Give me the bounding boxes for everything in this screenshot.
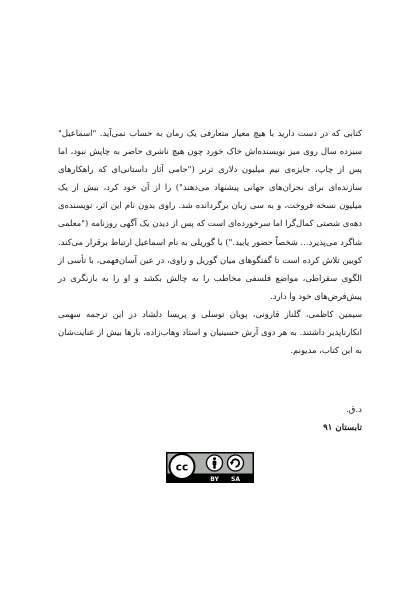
- cc-label: cc: [175, 461, 189, 474]
- signature-initials: د.ق.: [346, 405, 362, 415]
- by-person-icon: [207, 455, 223, 471]
- signature-date: تابستان ۹۱: [323, 423, 362, 433]
- cc-icon: [170, 454, 195, 479]
- signature-block: [323, 401, 362, 437]
- body-text: [58, 124, 362, 359]
- share-alike-icon: [228, 455, 244, 471]
- cc-by-sa-license-icon: [166, 452, 254, 483]
- sa-label: SA: [231, 475, 240, 483]
- paragraph-intro: کتابی که در دست دارید با هیچ معیار متعارفی یک رمان به حساب نمی‌آید. "اسماعیل" سیزده سال روی میز نویسنده‌اش خاک خورد چون هیچ ناشری حاضر به چاپش نبود، اما پس از چاپ، جایزه‌ی نیم میلیون دلاری ترنر ("حامی آثار داستانی‌ای که راهکارهای سازنده‌ای برای بحران‌های جهانی پیشنهاد می‌دهند") را از آن خود کرد، بیش از یک میلیون نسخه فروخت، و به سی زبان برگردانده شد. راوی بدون نام این اثر، نویسنده‌ی دهه‌ی شصتی کمال‌گرا اما سرخورده‌ای است که پس از دیدن یک آگهی روزنامه ("معلمی شاگرد می‌پذیرد... شخصاً حضور یابید.") با گوریلی به نام اسماعیل ارتباط برقرار می‌کند. کویین تلاش کرده است تا گفتگوهای میان گوریل و راوی، در عین آسان‌فهمی، با تأسی از الگوی سقراطی، مواضع فلسفی مخاطب را به چالش بکشد و او را به بازنگری در پیش‌فرض‌های خود وا دارد.: [58, 128, 362, 301]
- by-label: BY: [210, 475, 219, 483]
- paragraph-acknowledgments: سیمین کاظمی، گلناز قارونی، پویان توسلی و پریسا دلشاد در این ترجمه سهمی انکارناپذیر داشتند. به هر دوی آرش حسینیان و استاد وهاب‌زاده، بارها بیش از عنایت‌شان به این کتاب، مدیونم.: [58, 308, 362, 356]
